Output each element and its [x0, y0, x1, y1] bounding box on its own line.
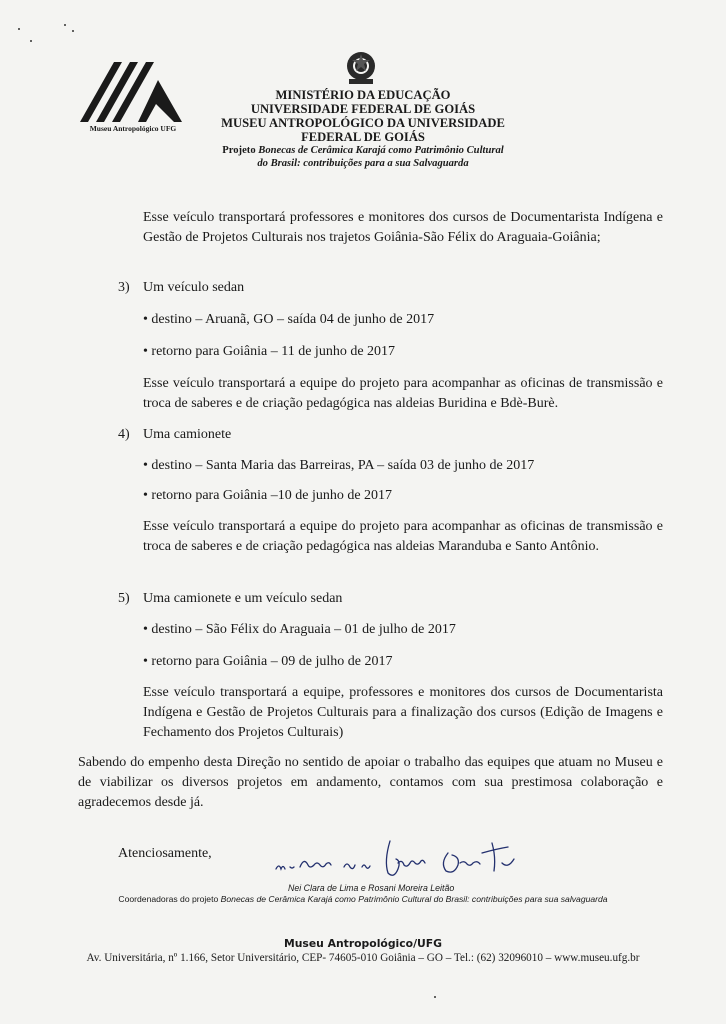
scan-speck — [72, 30, 74, 32]
scan-speck — [434, 996, 436, 998]
scan-speck — [18, 28, 20, 30]
footer-address: Av. Universitária, nº 1.166, Setor Universitário, CEP- 74605-010 Goiânia – GO – Tel.: (62) 32096010 – www.museu.ufg.br — [86, 952, 640, 964]
destination-line: • destino – Santa Maria das Barreiras, PA – saída 03 de junho de 2017 — [143, 458, 535, 473]
item-description: Esse veículo transportará a equipe do projeto para acompanhar as oficinas de transmissão e troca de saberes e de criação pedagógica nas aldeias Buridina e Bdè-Burè. — [143, 376, 663, 411]
salutation: Atenciosamente, — [118, 846, 212, 861]
intro-paragraph: Esse veículo transportará professores e monitores dos cursos de Documentarista Indígena e Gestão de Projetos Culturais nos trajetos Goiânia-São Félix do Araguaia-Goiânia; — [143, 210, 663, 245]
list-item-title: Uma camionete — [143, 427, 232, 442]
handwritten-signatures — [270, 833, 540, 881]
list-item-number: 3) — [118, 280, 130, 295]
header-project-line2 — [150, 157, 576, 170]
project-prefix: Projeto — [222, 145, 259, 156]
list-item-number: 4) — [118, 427, 130, 442]
list-item-title: Uma camionete e um veículo sedan — [143, 591, 343, 606]
header-museum-line2: FEDERAL DE GOIÁS — [301, 130, 425, 144]
closing-paragraph: Sabendo do empenho desta Direção no sentido de apoiar o trabalho das equipes que atuam no Museu e de viabilizar os diversos projetos em andamento, contamos com sua prestimosa colaboração e agradecemos desde já. — [78, 755, 663, 810]
header-university: UNIVERSIDADE FEDERAL DE GOIÁS — [250, 102, 476, 116]
coordinators-line — [70, 894, 656, 904]
coordinators-project: Bonecas de Cerâmica Karajá como Patrimônio Cultural do Brasil: contribuições para sua salvaguarda — [220, 894, 608, 904]
header-project-line1 — [150, 144, 576, 157]
destination-line: • destino – Aruanã, GO – saída 04 de junho de 2017 — [143, 312, 435, 327]
brasao-seal-icon — [344, 50, 378, 86]
return-line: • retorno para Goiânia – 11 de junho de 2017 — [143, 344, 396, 359]
destination-line: • destino – São Félix do Araguaia – 01 de julho de 2017 — [143, 622, 456, 637]
signatory-names: Nei Clara de Lima e Rosani Moreira Leitão — [288, 883, 455, 893]
list-item-number: 5) — [118, 591, 130, 606]
return-line: • retorno para Goiânia – 09 de julho de 2017 — [143, 654, 393, 669]
header-museum-line1: MUSEU ANTROPOLÓGICO DA UNIVERSIDADE — [221, 116, 505, 130]
project-title-part2: do Brasil: contribuições para a sua Salvaguarda — [257, 158, 469, 169]
scan-speck — [30, 40, 32, 42]
project-title-part1: Bonecas de Cerâmica Karajá como Patrimônio Cultural — [258, 145, 504, 156]
return-line: • retorno para Goiânia –10 de junho de 2017 — [143, 488, 393, 503]
list-item-title: Um veículo sedan — [143, 280, 245, 295]
header-ministry: MINISTÉRIO DA EDUCAÇÃO — [275, 88, 451, 102]
scan-speck — [64, 24, 66, 26]
item-description: Esse veículo transportará a equipe, professores e monitores dos cursos de Documentarista Indígena e Gestão de Projetos Culturais para a finalização dos cursos (Edição de Imagens e Fechamento dos Projetos Culturais) — [143, 685, 663, 740]
footer-institution: Museu Antropológico/UFG — [283, 937, 443, 950]
coordinators-prefix: Coordenadoras do projeto — [118, 894, 221, 904]
logo-caption: Museu Antropológico UFG — [89, 124, 177, 133]
item-description: Esse veículo transportará a equipe do projeto para acompanhar as oficinas de transmissão e troca de saberes e de criação pedagógica nas aldeias Maranduba e Santo Antônio. — [143, 519, 663, 554]
